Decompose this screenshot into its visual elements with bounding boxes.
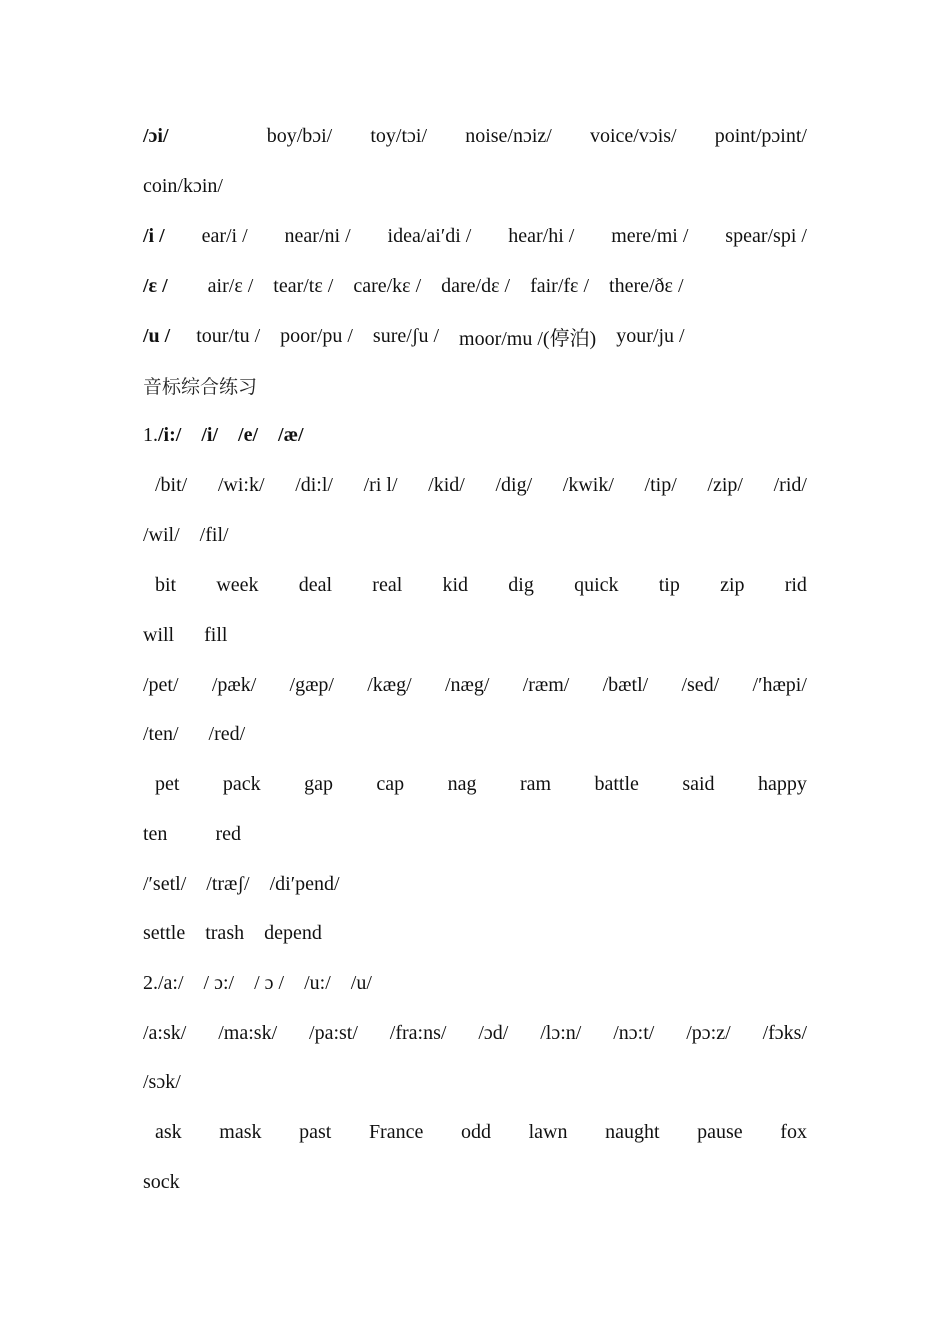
exercise-number: 1. <box>143 423 158 446</box>
word-entry: will <box>143 623 175 646</box>
word-entry: bit <box>155 573 177 596</box>
ipa-entry: /di′pend/ <box>269 872 340 895</box>
word-entry: sure/ʃu / <box>372 324 440 347</box>
ipa-entry: /gæp/ <box>289 673 334 696</box>
word-entry: ram <box>519 772 552 795</box>
ipa-entry: /tip/ <box>644 473 677 496</box>
word-row <box>143 769 807 799</box>
word-entry: quick <box>574 573 619 596</box>
word-row <box>143 1167 807 1197</box>
ipa-entry: /wil/ <box>143 523 180 546</box>
phoneme-heading: /u / <box>143 324 171 347</box>
ipa-entry: /sɔk/ <box>143 1070 181 1093</box>
ipa-entry: /rid/ <box>773 473 807 496</box>
exercise-1-title <box>143 420 807 450</box>
word-entry: France <box>368 1120 424 1143</box>
ipa-row <box>143 719 807 749</box>
word-entry: week <box>216 573 259 596</box>
ipa-entry: /fra:ns/ <box>389 1021 447 1044</box>
word-row <box>143 570 807 600</box>
word-entry: idea/ai′di / <box>387 224 472 247</box>
ipa-entry: /′hæpi/ <box>752 673 807 696</box>
ipa-entry: /wi:k/ <box>217 473 265 496</box>
ipa-row <box>143 520 807 550</box>
ipa-entry: /bætl/ <box>602 673 649 696</box>
phoneme-heading: /e/ <box>238 423 259 446</box>
ipa-row <box>143 869 807 899</box>
row-ua <box>143 321 807 351</box>
word-row <box>143 620 807 650</box>
word-row <box>143 1117 807 1147</box>
word-entry: fill <box>204 623 228 646</box>
ipa-entry: /fɔks/ <box>762 1021 807 1044</box>
word-entry: near/ni / <box>284 224 351 247</box>
ipa-entry: /′setl/ <box>143 872 187 895</box>
word-entry: lawn <box>528 1120 568 1143</box>
word-entry: air/ε / <box>207 274 254 297</box>
ipa-entry: /træʃ/ <box>206 872 250 895</box>
word-entry: gap <box>304 772 333 795</box>
word-entry: trash <box>205 921 245 944</box>
phoneme-heading: / ɔ / <box>254 971 285 994</box>
phoneme-heading: 2./a:/ <box>143 971 184 994</box>
word-entry: care/kε / <box>353 274 422 297</box>
word-entry: mask <box>219 1120 262 1143</box>
phoneme-heading: / ɔ:/ <box>203 971 235 994</box>
ipa-entry: /pa:st/ <box>309 1021 358 1044</box>
word-entry: coin/kɔin/ <box>143 174 223 197</box>
phoneme-heading: /ɔi/ <box>143 124 169 147</box>
word-entry: kid <box>442 573 469 596</box>
word-entry: settle <box>143 921 186 944</box>
ipa-entry: /næg/ <box>444 673 490 696</box>
phoneme-heading: /u:/ <box>304 971 331 994</box>
ipa-row <box>143 470 807 500</box>
word-entry: said <box>682 772 715 795</box>
word-entry: voice/vɔis/ <box>589 124 677 147</box>
word-entry: rid <box>784 573 807 596</box>
word-entry: past <box>299 1120 332 1143</box>
phoneme-heading: /u/ <box>350 971 372 994</box>
ipa-entry: /fil/ <box>199 523 229 546</box>
ipa-entry: /ri l/ <box>363 473 398 496</box>
phoneme-heading: /æ/ <box>278 423 304 446</box>
word-entry: happy <box>758 772 807 795</box>
word-entry: boy/bɔi/ <box>266 124 333 147</box>
ipa-entry: /ma:sk/ <box>218 1021 278 1044</box>
word-entry: tour/tu / <box>196 324 261 347</box>
word-entry: fox <box>780 1120 807 1143</box>
section-title-row <box>143 370 807 400</box>
word-entry: tip <box>658 573 680 596</box>
ipa-row <box>143 1018 807 1048</box>
word-row <box>143 918 807 948</box>
word-entry: fair/fε / <box>530 274 590 297</box>
word-entry: zip <box>720 573 745 596</box>
word-entry: battle <box>594 772 639 795</box>
word-entry: red <box>215 822 241 845</box>
word-entry: odd <box>460 1120 491 1143</box>
word-entry: there/ðε / <box>609 274 684 297</box>
word-entry: pet <box>155 772 180 795</box>
word-entry: cap <box>376 772 405 795</box>
word-entry: dig <box>508 573 534 596</box>
ipa-entry: /nɔ:t/ <box>613 1021 655 1044</box>
ipa-row <box>143 1067 807 1097</box>
word-entry: pause <box>697 1120 743 1143</box>
ipa-entry: /ræm/ <box>522 673 570 696</box>
word-entry: spear/spi / <box>725 224 807 247</box>
row-ia <box>143 221 807 251</box>
word-entry: real <box>372 573 403 596</box>
word-entry: depend <box>264 921 322 944</box>
word-entry: ten <box>143 822 168 845</box>
ipa-entry: /ɔd/ <box>478 1021 509 1044</box>
exercise-2-title <box>143 968 807 998</box>
ipa-entry: /kæg/ <box>367 673 412 696</box>
ipa-entry: /kid/ <box>428 473 465 496</box>
phoneme-heading: /i / <box>143 224 165 247</box>
ipa-entry: /a:sk/ <box>143 1021 187 1044</box>
ipa-entry: /ten/ <box>143 722 179 745</box>
phoneme-heading: /i:/ <box>158 423 182 446</box>
row-oi <box>143 121 807 151</box>
phoneme-heading: /i/ <box>201 423 219 446</box>
ipa-entry: /zip/ <box>707 473 743 496</box>
word-entry: moor/mu /(停泊) <box>459 327 597 350</box>
ipa-entry: /pɔ:z/ <box>686 1021 731 1044</box>
word-entry: toy/tɔi/ <box>370 124 428 147</box>
ipa-entry: /kwik/ <box>562 473 614 496</box>
ipa-entry: /bit/ <box>155 473 188 496</box>
word-entry: mere/mi / <box>611 224 689 247</box>
word-entry: sock <box>143 1170 180 1193</box>
word-entry: point/pɔint/ <box>714 124 807 147</box>
row-oi-continued <box>143 171 807 201</box>
ipa-entry: /pæk/ <box>211 673 257 696</box>
word-entry: hear/hi / <box>508 224 575 247</box>
phoneme-heading: /ε / <box>143 274 168 297</box>
ipa-entry: /dig/ <box>495 473 533 496</box>
word-entry: pack <box>222 772 261 795</box>
word-entry: nag <box>447 772 477 795</box>
ipa-entry: /pet/ <box>143 673 179 696</box>
word-entry: poor/pu / <box>280 324 353 347</box>
word-row <box>143 819 807 849</box>
word-entry: dare/dε / <box>441 274 511 297</box>
word-entry: deal <box>298 573 333 596</box>
word-entry: noise/nɔiz/ <box>465 124 552 147</box>
word-entry: your/ju / <box>616 324 685 347</box>
word-entry: ask <box>155 1120 182 1143</box>
row-ea <box>143 271 807 301</box>
word-entry: ear/i / <box>201 224 248 247</box>
ipa-entry: /di:l/ <box>295 473 333 496</box>
word-entry: tear/tε / <box>273 274 334 297</box>
ipa-entry: /sed/ <box>681 673 720 696</box>
ipa-entry: /lɔ:n/ <box>540 1021 582 1044</box>
word-entry: naught <box>605 1120 660 1143</box>
ipa-row <box>143 670 807 700</box>
ipa-entry: /red/ <box>208 722 246 745</box>
section-title: 音标综合练习 <box>143 375 258 398</box>
